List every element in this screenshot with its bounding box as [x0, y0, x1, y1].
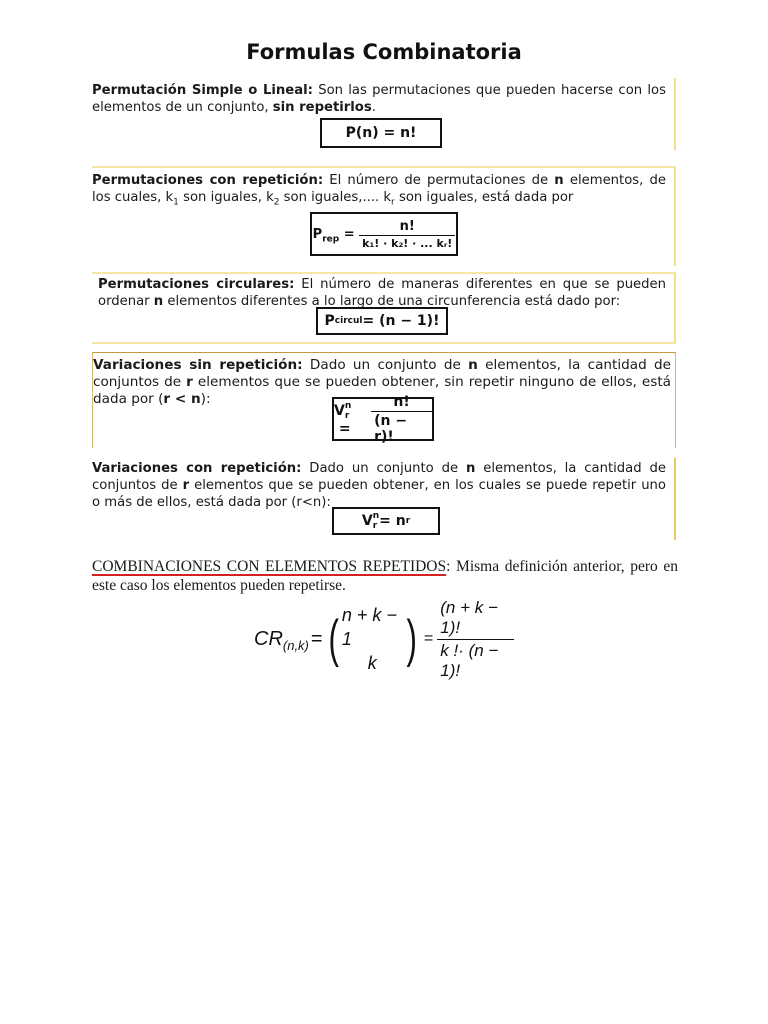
subscript: 1 [173, 197, 179, 208]
section-text-bold: r [182, 478, 190, 493]
section-text-bold: n [554, 173, 564, 188]
section-text: Dado un conjunto de [301, 461, 466, 476]
equals-sign: = [423, 630, 434, 647]
formula-fraction [371, 394, 432, 445]
formula: P(n) = n! [345, 125, 417, 141]
formula-box-permutaciones-repeticion [310, 212, 458, 256]
subscript: (n,k) [282, 637, 309, 653]
fraction-denominator: k !· (n − 1)! [437, 639, 514, 681]
section-heading: Permutaciones circulares: [98, 277, 295, 292]
section-text: son iguales,.... k [279, 190, 392, 205]
section-heading: Permutación Simple o Lineal: [92, 83, 313, 98]
section-combinaciones-repetidos [92, 557, 678, 595]
section-text-bold: n [465, 461, 476, 476]
section-heading: COMBINACIONES CON ELEMENTOS REPETIDOS [92, 558, 447, 575]
superscript: n [344, 401, 352, 411]
section-text: elementos, la cantidad de conjuntos de [92, 461, 666, 493]
formula-box-variaciones-con-repeticion: V n r = n r [332, 507, 440, 535]
right-paren: ) [406, 610, 417, 668]
formula-fraction [359, 219, 455, 250]
superscript: n [372, 511, 380, 521]
formula-lhs: V n r = [334, 401, 356, 437]
formula-fraction [437, 598, 514, 681]
section-text: El número de maneras diferentes en que se pueden ordenar [98, 277, 667, 309]
formula-symbol: CR [254, 627, 283, 650]
section-heading: Variaciones con repetición: [92, 461, 302, 476]
section-text: ): [200, 391, 211, 407]
fraction-denominator: (n − r)! [371, 411, 432, 445]
formula-symbol: P [324, 313, 335, 329]
binomial-bottom: k [367, 653, 377, 673]
binomial-top: n + k − 1 [341, 605, 397, 649]
formula-symbol: V [361, 513, 373, 529]
section-text: son iguales, está dada por [394, 190, 574, 205]
section-text: elementos, de los cuales, k [92, 173, 666, 205]
section-text: El número de permutaciones de [323, 173, 555, 188]
binomial [342, 603, 403, 675]
section-text-bold: r [186, 374, 193, 390]
section-text: Son las permutaciones que pueden hacerse con los elementos de un conjunto, [92, 83, 666, 115]
formula-rhs: = (n − 1)! [362, 313, 440, 329]
section-text-bold: sin repetirlos [272, 100, 372, 115]
fraction-numerator: n! [393, 393, 410, 410]
section-text: Dado un conjunto de [302, 357, 469, 373]
section-text: son iguales, k [178, 190, 274, 205]
equals-sign: = [310, 627, 323, 650]
section-heading: Permutaciones con repetición: [92, 173, 324, 188]
subscript: rep [322, 234, 340, 245]
formula-combinaciones-repetidos [254, 597, 514, 680]
section-text-bold: n [468, 357, 478, 373]
section-text: : Misma definición anterior, pero en este caso los elementos pueden repetirse. [92, 558, 678, 594]
formula-box-permutaciones-circulares: P circul = (n − 1)! [316, 307, 448, 335]
section-heading: Variaciones sin repetición: [93, 357, 303, 373]
formula-lhs: $P_{rep}$ = [312, 226, 360, 245]
fraction-denominator: k₁! · k₂! · ... kᵣ! [359, 235, 455, 250]
formula-symbol: P [312, 226, 323, 242]
subscript: r [372, 521, 378, 531]
formula-box-permutacion-simple [320, 118, 442, 148]
fraction-numerator: n! [399, 218, 415, 234]
section-text: elementos diferentes a lo largo de una circunferencia está dado por: [163, 294, 621, 309]
section-text-bold: n [153, 294, 164, 309]
section-text: elementos que se pueden obtener, sin repetir ninguno de ellos, está dada por ( [93, 374, 671, 407]
formula-rhs: = n [379, 513, 406, 529]
formula-lhs [254, 628, 309, 651]
subscript: 2 [273, 197, 280, 208]
left-paren: ( [328, 610, 339, 668]
subscript: r [344, 411, 350, 421]
fraction-numerator: (n + k − 1)! [440, 597, 498, 637]
section-text-bold: r < n [163, 391, 201, 407]
page-title: Formulas Combinatoria [246, 40, 522, 64]
subscript: r [391, 197, 395, 208]
section-text: elementos, la cantidad de conjuntos de [93, 357, 671, 390]
formula-symbol: V [334, 403, 345, 419]
section-text: elementos que se pueden obtener, en los cuales se puede repetir uno o más de ellos, está dada por (r<n): [92, 478, 666, 510]
section-text: . [371, 100, 376, 115]
formula-box-variaciones-sin-repeticion [332, 393, 434, 445]
